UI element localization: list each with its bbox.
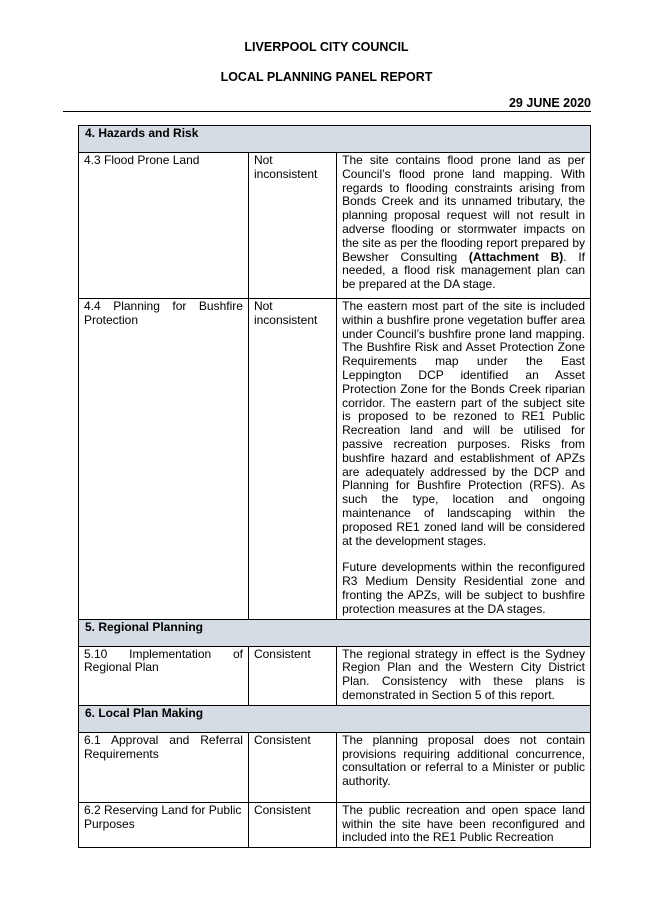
item-cell: 6.2 Reserving Land for Public Purposes (79, 802, 249, 847)
item-line: Regional Plan (84, 660, 159, 675)
table-row (79, 299, 591, 620)
comment-cell (337, 299, 591, 620)
item-cell (79, 732, 249, 802)
status-cell: Consistent (248, 646, 336, 705)
item-line: Protection (84, 312, 139, 327)
table-row (79, 802, 591, 847)
comment-text: . If needed, a flood risk management plan can be prepared at the DA stage. (342, 249, 586, 292)
report-title: LOCAL PLANNING PANEL REPORT (220, 70, 433, 84)
item-cell (79, 299, 249, 620)
item-cell (79, 646, 249, 705)
report-date: 29 JUNE 2020 (508, 96, 591, 110)
comment-cell: The planning proposal does not contain provisions requiring additional concurrence, consultation or referral to a Minister or public authority. (337, 732, 591, 802)
comment-paragraph: Future developments within the reconfigured R3 Medium Density Residential zone and fronting the APZs, will be subject to bushfire protection measures at the DA stages. (342, 560, 585, 616)
item-line: 6.1 Approval and Referral (84, 732, 243, 747)
table-row (79, 646, 591, 705)
item-cell: 4.3 Flood Prone Land (79, 153, 249, 299)
section-title: 6. Local Plan Making (79, 705, 591, 732)
status-cell: Not inconsistent (248, 153, 336, 299)
consistency-table (78, 125, 591, 848)
section-title: 5. Regional Planning (79, 619, 591, 646)
section-row (79, 705, 591, 732)
section-row (79, 619, 591, 646)
comment-cell: The public recreation and open space land within the site have been reconfigured and included into the RE1 Public Recreation (337, 802, 591, 847)
comment-paragraph: The eastern most part of the site is included within a bushfire prone vegetation buffer area under Council’s bushfire prone land mapping. The Bushfire Risk and Asset Protection Zone Requirements map under the East Leppington DCP identified an Asset Protection Zone for the Bonds Creek riparian corridor. The eastern part of the subject site is proposed to be rezoned to RE1 Public Recreation land and will be utilised for passive recreation purposes. Risks from bushfire hazard and establishment of APZs are adequately addressed by the DCP and Planning for Bushfire Protection (RFS). As such the type, location and ongoing maintenance of landscaping within the proposed RE1 zoned land will be considered at the development stages. (342, 299, 585, 548)
comment-cell: The regional strategy in effect is the Sydney Region Plan and the Western City District Plan. Consistency with these plans is demonstrated in Section 5 of this report. (337, 646, 591, 705)
section-row (79, 126, 591, 153)
attachment-ref: (Attachment B) (468, 249, 564, 264)
table-row (79, 732, 591, 802)
item-line: 5.10 Implementation of (84, 646, 243, 661)
comment-cell (337, 153, 591, 299)
status-cell: Not inconsistent (248, 299, 336, 620)
comment-text: The site contains flood prone land as per Council’s flood prone land mapping. With regards to flooding constraints arising from Bonds Creek and its unnamed tributary, the planning proposal request will not result in adverse flooding or stormwater impacts on the site as per the flooding report prepared by Bewsher Consulting (342, 153, 585, 264)
section-title: 4. Hazards and Risk (79, 126, 591, 153)
item-line: 4.4 Planning for Bushfire (84, 299, 243, 313)
status-cell: Consistent (248, 732, 336, 802)
table-row (79, 153, 591, 299)
header-rule (63, 111, 591, 112)
item-line: Requirements (84, 746, 159, 761)
council-name: LIVERPOOL CITY COUNCIL (244, 40, 409, 54)
status-cell: Consistent (248, 802, 336, 847)
